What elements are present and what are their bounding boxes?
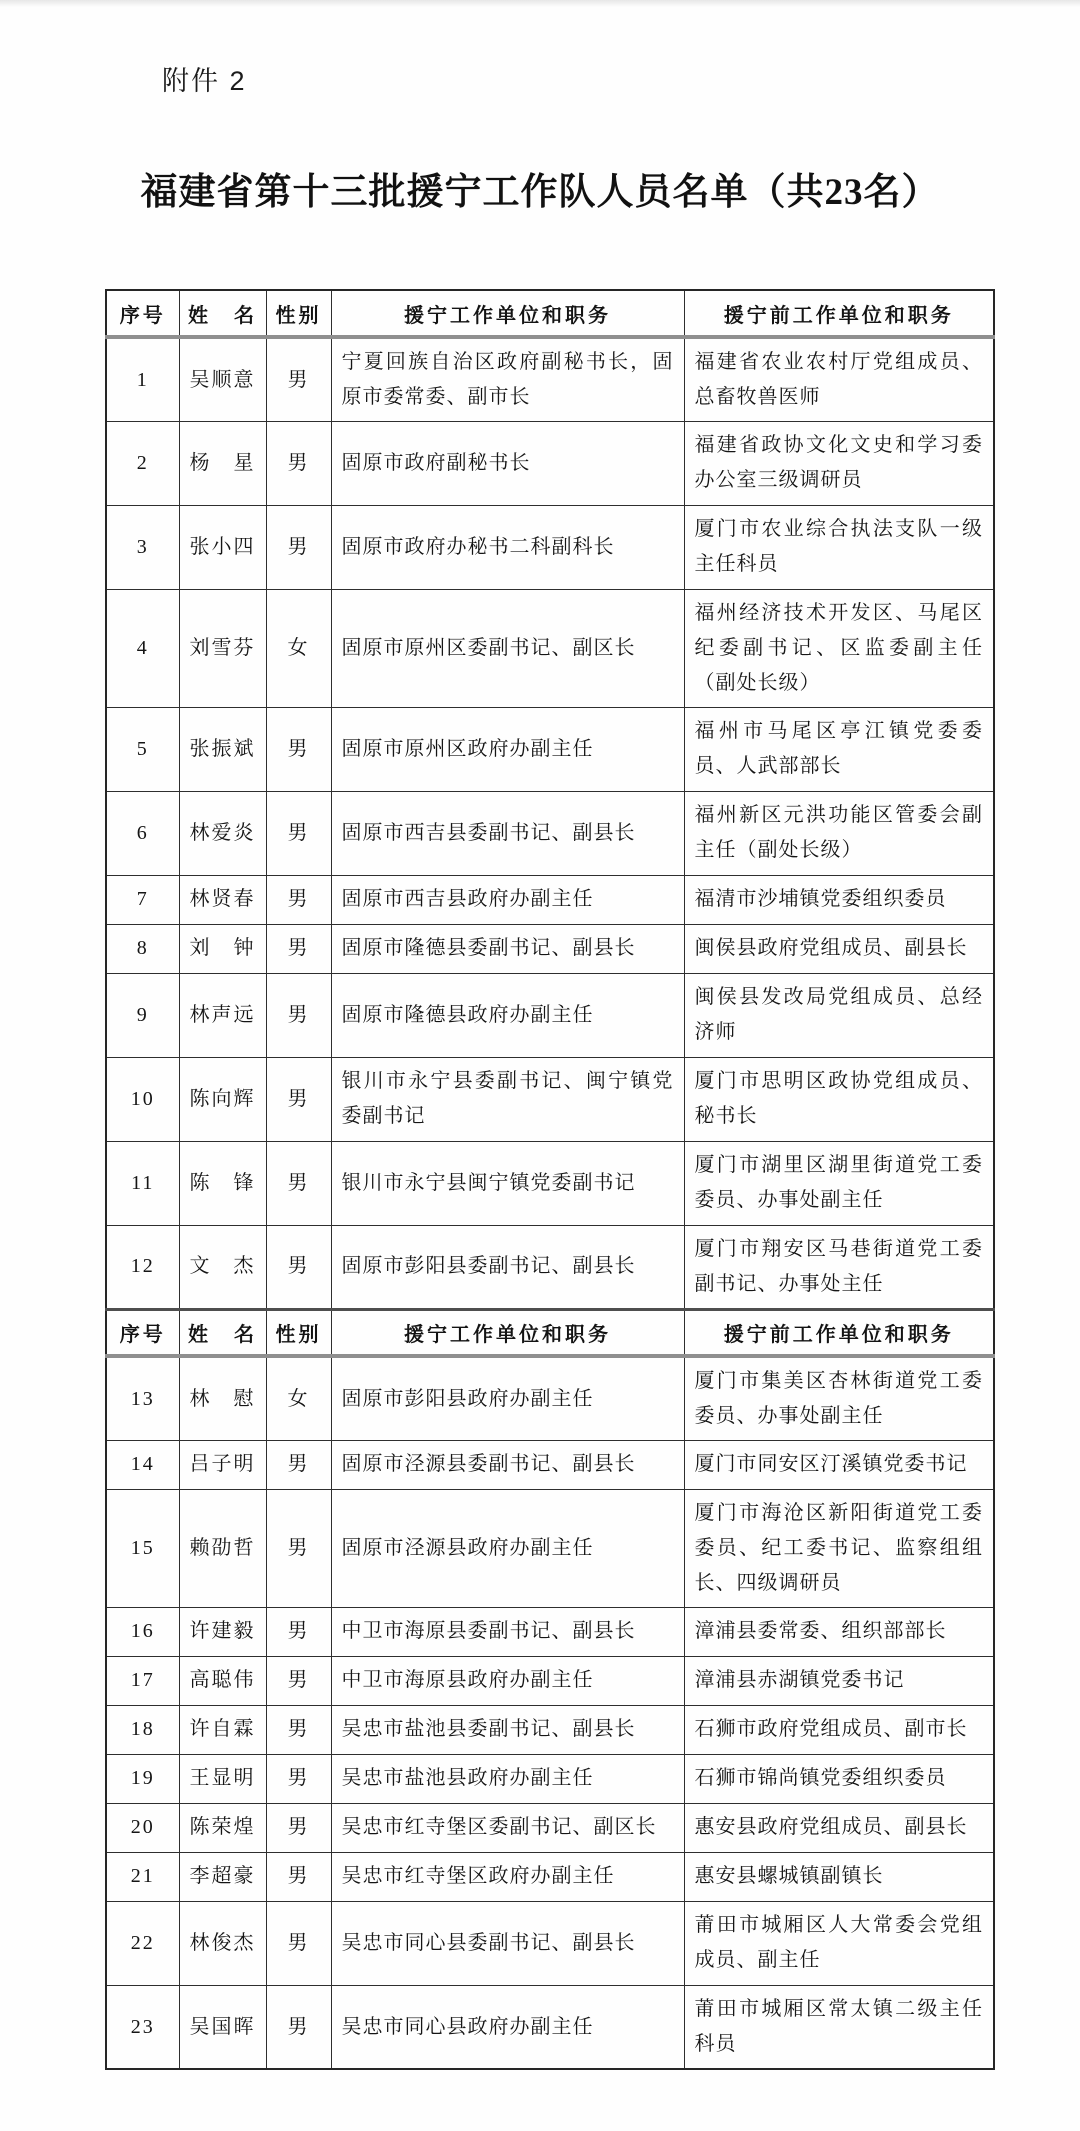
- cell-aid_position: 吴忠市盐池县政府办副主任: [331, 1754, 684, 1803]
- cell-no: 21: [106, 1852, 179, 1901]
- cell-aid_position: 吴忠市红寺堡区政府办副主任: [331, 1852, 684, 1901]
- cell-aid_position: 吴忠市同心县政府办副主任: [331, 1985, 684, 2069]
- table-row: [106, 1225, 994, 1309]
- cell-aid_position: 银川市永宁县委副书记、闽宁镇党委副书记: [331, 1057, 684, 1141]
- cell-previous_position: 厦门市集美区杏林街道党工委委员、办事处副主任: [684, 1356, 994, 1440]
- table-row: [106, 1705, 994, 1754]
- cell-aid_position: 固原市政府副秘书长: [331, 421, 684, 505]
- personnel-table: [105, 289, 995, 2070]
- cell-aid_position: 固原市彭阳县政府办副主任: [331, 1356, 684, 1440]
- column-header-aid_position: 援宁工作单位和职务: [331, 290, 684, 337]
- cell-previous_position: 厦门市思明区政协党组成员、秘书长: [684, 1057, 994, 1141]
- cell-previous_position: 福建省政协文化文史和学习委办公室三级调研员: [684, 421, 994, 505]
- cell-aid_position: 吴忠市红寺堡区委副书记、副区长: [331, 1803, 684, 1852]
- cell-name: 许自霖: [179, 1705, 266, 1754]
- cell-name: 陈向辉: [179, 1057, 266, 1141]
- table-row: [106, 1356, 994, 1440]
- attachment-label: 附件 2: [162, 66, 247, 96]
- scan-edge-artifact: [0, 0, 1080, 7]
- table-header-row: [106, 1309, 994, 1356]
- table-row: [106, 421, 994, 505]
- cell-name: 杨 星: [179, 421, 266, 505]
- personnel-table-body: [106, 290, 994, 2069]
- cell-aid_position: 固原市彭阳县委副书记、副县长: [331, 1225, 684, 1309]
- cell-aid_position: 固原市隆德县委副书记、副县长: [331, 924, 684, 973]
- cell-aid_position: 固原市泾源县委副书记、副县长: [331, 1440, 684, 1489]
- cell-previous_position: 厦门市海沧区新阳街道党工委委员、纪工委书记、监察组组长、四级调研员: [684, 1489, 994, 1607]
- cell-no: 6: [106, 791, 179, 875]
- cell-name: 李超豪: [179, 1852, 266, 1901]
- table-row: [106, 589, 994, 707]
- cell-gender: 男: [266, 791, 331, 875]
- cell-name: 林 慰: [179, 1356, 266, 1440]
- cell-no: 23: [106, 1985, 179, 2069]
- cell-no: 9: [106, 973, 179, 1057]
- cell-previous_position: 莆田市城厢区人大常委会党组成员、副主任: [684, 1901, 994, 1985]
- cell-previous_position: 厦门市同安区汀溪镇党委书记: [684, 1440, 994, 1489]
- cell-previous_position: 福清市沙埔镇党委组织委员: [684, 875, 994, 924]
- cell-no: 8: [106, 924, 179, 973]
- cell-previous_position: 闽侯县发改局党组成员、总经济师: [684, 973, 994, 1057]
- cell-aid_position: 固原市原州区委副书记、副区长: [331, 589, 684, 707]
- cell-previous_position: 厦门市农业综合执法支队一级主任科员: [684, 505, 994, 589]
- cell-previous_position: 莆田市城厢区常太镇二级主任科员: [684, 1985, 994, 2069]
- column-header-no: 序号: [106, 290, 179, 337]
- cell-previous_position: 厦门市湖里区湖里街道党工委委员、办事处副主任: [684, 1141, 994, 1225]
- column-header-aid_position: 援宁工作单位和职务: [331, 1309, 684, 1356]
- cell-aid_position: 银川市永宁县闽宁镇党委副书记: [331, 1141, 684, 1225]
- cell-name: 刘雪芬: [179, 589, 266, 707]
- table-row: [106, 924, 994, 973]
- cell-no: 13: [106, 1356, 179, 1440]
- cell-aid_position: 中卫市海原县政府办副主任: [331, 1656, 684, 1705]
- cell-no: 3: [106, 505, 179, 589]
- table-row: [106, 1852, 994, 1901]
- cell-gender: 男: [266, 1440, 331, 1489]
- table-row: [106, 1985, 994, 2069]
- cell-previous_position: 惠安县螺城镇副镇长: [684, 1852, 994, 1901]
- table-row: [106, 1754, 994, 1803]
- table-row: [106, 1057, 994, 1141]
- cell-name: 许建毅: [179, 1607, 266, 1656]
- column-header-gender: 性别: [266, 1309, 331, 1356]
- cell-name: 林爱炎: [179, 791, 266, 875]
- cell-gender: 男: [266, 1057, 331, 1141]
- cell-aid_position: 吴忠市同心县委副书记、副县长: [331, 1901, 684, 1985]
- cell-no: 20: [106, 1803, 179, 1852]
- cell-gender: 女: [266, 589, 331, 707]
- cell-gender: 男: [266, 875, 331, 924]
- cell-gender: 男: [266, 1803, 331, 1852]
- cell-no: 17: [106, 1656, 179, 1705]
- cell-gender: 男: [266, 505, 331, 589]
- column-header-previous_position: 援宁前工作单位和职务: [684, 290, 994, 337]
- cell-gender: 男: [266, 1901, 331, 1985]
- cell-name: 文 杰: [179, 1225, 266, 1309]
- cell-gender: 男: [266, 421, 331, 505]
- table-row: [106, 1489, 994, 1607]
- cell-no: 19: [106, 1754, 179, 1803]
- cell-no: 1: [106, 337, 179, 421]
- cell-name: 林贤春: [179, 875, 266, 924]
- table-row: [106, 875, 994, 924]
- column-header-previous_position: 援宁前工作单位和职务: [684, 1309, 994, 1356]
- cell-aid_position: 固原市政府办秘书二科副科长: [331, 505, 684, 589]
- page-title: 福建省第十三批援宁工作队人员名单（共23名）: [140, 172, 940, 213]
- cell-previous_position: 闽侯县政府党组成员、副县长: [684, 924, 994, 973]
- cell-gender: 男: [266, 1489, 331, 1607]
- cell-aid_position: 中卫市海原县委副书记、副县长: [331, 1607, 684, 1656]
- cell-gender: 男: [266, 1754, 331, 1803]
- cell-gender: 男: [266, 973, 331, 1057]
- cell-name: 王显明: [179, 1754, 266, 1803]
- cell-previous_position: 石狮市政府党组成员、副市长: [684, 1705, 994, 1754]
- table-row: [106, 1141, 994, 1225]
- table-row: [106, 973, 994, 1057]
- cell-no: 7: [106, 875, 179, 924]
- cell-aid_position: 宁夏回族自治区政府副秘书长，固原市委常委、副市长: [331, 337, 684, 421]
- cell-gender: 男: [266, 1705, 331, 1754]
- cell-no: 22: [106, 1901, 179, 1985]
- cell-aid_position: 固原市泾源县政府办副主任: [331, 1489, 684, 1607]
- cell-gender: 男: [266, 1656, 331, 1705]
- column-header-name: 姓 名: [179, 1309, 266, 1356]
- cell-name: 林俊杰: [179, 1901, 266, 1985]
- table-row: [106, 707, 994, 791]
- table-row: [106, 1656, 994, 1705]
- table-header-row: [106, 290, 994, 337]
- column-header-gender: 性别: [266, 290, 331, 337]
- cell-name: 吴顺意: [179, 337, 266, 421]
- cell-previous_position: 石狮市锦尚镇党委组织委员: [684, 1754, 994, 1803]
- cell-previous_position: 福州市马尾区亭江镇党委委员、人武部部长: [684, 707, 994, 791]
- cell-previous_position: 福州新区元洪功能区管委会副主任（副处长级）: [684, 791, 994, 875]
- cell-aid_position: 固原市西吉县政府办副主任: [331, 875, 684, 924]
- cell-aid_position: 固原市原州区政府办副主任: [331, 707, 684, 791]
- cell-gender: 男: [266, 1225, 331, 1309]
- table-row: [106, 1803, 994, 1852]
- cell-name: 林声远: [179, 973, 266, 1057]
- cell-name: 刘 钟: [179, 924, 266, 973]
- cell-previous_position: 厦门市翔安区马巷街道党工委副书记、办事处主任: [684, 1225, 994, 1309]
- cell-previous_position: 漳浦县委常委、组织部部长: [684, 1607, 994, 1656]
- cell-aid_position: 固原市西吉县委副书记、副县长: [331, 791, 684, 875]
- cell-name: 高聪伟: [179, 1656, 266, 1705]
- cell-no: 10: [106, 1057, 179, 1141]
- table-row: [106, 1607, 994, 1656]
- table-row: [106, 505, 994, 589]
- cell-gender: 男: [266, 924, 331, 973]
- table-row: [106, 1440, 994, 1489]
- cell-gender: 男: [266, 1141, 331, 1225]
- cell-gender: 男: [266, 1852, 331, 1901]
- cell-no: 18: [106, 1705, 179, 1754]
- cell-gender: 男: [266, 1985, 331, 2069]
- cell-name: 赖劭哲: [179, 1489, 266, 1607]
- cell-name: 陈荣煌: [179, 1803, 266, 1852]
- column-header-name: 姓 名: [179, 290, 266, 337]
- cell-gender: 男: [266, 707, 331, 791]
- cell-previous_position: 福州经济技术开发区、马尾区纪委副书记、区监委副主任（副处长级）: [684, 589, 994, 707]
- cell-no: 2: [106, 421, 179, 505]
- table-row: [106, 337, 994, 421]
- cell-name: 张振斌: [179, 707, 266, 791]
- table-row: [106, 1901, 994, 1985]
- cell-no: 4: [106, 589, 179, 707]
- table-row: [106, 791, 994, 875]
- cell-no: 5: [106, 707, 179, 791]
- cell-no: 14: [106, 1440, 179, 1489]
- cell-no: 11: [106, 1141, 179, 1225]
- cell-aid_position: 固原市隆德县政府办副主任: [331, 973, 684, 1057]
- cell-gender: 男: [266, 1607, 331, 1656]
- cell-name: 陈 锋: [179, 1141, 266, 1225]
- cell-aid_position: 吴忠市盐池县委副书记、副县长: [331, 1705, 684, 1754]
- column-header-no: 序号: [106, 1309, 179, 1356]
- cell-previous_position: 漳浦县赤湖镇党委书记: [684, 1656, 994, 1705]
- cell-no: 15: [106, 1489, 179, 1607]
- cell-no: 12: [106, 1225, 179, 1309]
- cell-name: 张小四: [179, 505, 266, 589]
- cell-name: 吴国晖: [179, 1985, 266, 2069]
- cell-gender: 女: [266, 1356, 331, 1440]
- cell-previous_position: 福建省农业农村厅党组成员、总畜牧兽医师: [684, 337, 994, 421]
- cell-previous_position: 惠安县政府党组成员、副县长: [684, 1803, 994, 1852]
- cell-gender: 男: [266, 337, 331, 421]
- cell-name: 吕子明: [179, 1440, 266, 1489]
- cell-no: 16: [106, 1607, 179, 1656]
